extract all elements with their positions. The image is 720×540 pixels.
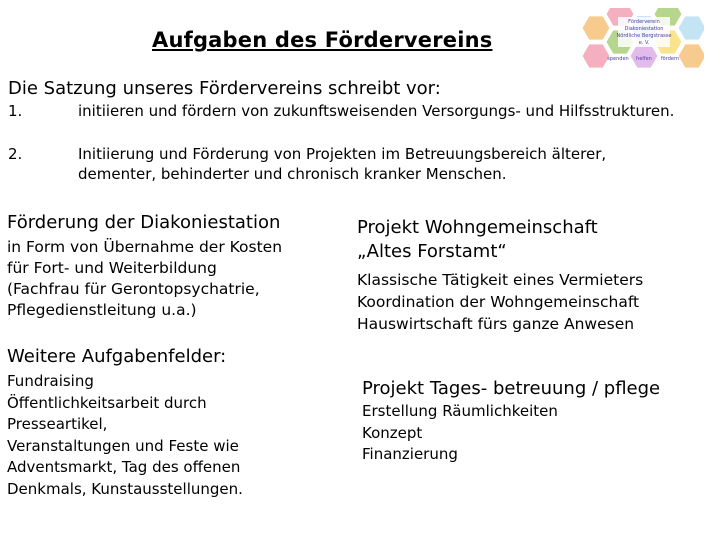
section-heading bbox=[357, 216, 643, 264]
text-line: Fundraising bbox=[7, 372, 94, 390]
text-line: Finanzierung bbox=[362, 445, 458, 463]
intro-text: Die Satzung unseres Fördervereins schreibt vor: bbox=[8, 78, 441, 99]
section-body bbox=[357, 269, 643, 335]
heading-line: „Altes Forstamt“ bbox=[357, 241, 507, 262]
section-wohngemeinschaft bbox=[357, 216, 643, 335]
goal-number-2: 2. bbox=[8, 145, 23, 163]
text-line: Hauswirtschaft fürs ganze Anwesen bbox=[357, 315, 635, 333]
text-line: Pflegedienstleitung u.a.) bbox=[7, 301, 197, 319]
association-logo bbox=[580, 8, 704, 76]
logo-hexagon bbox=[678, 44, 704, 68]
section-body bbox=[7, 237, 282, 321]
logo-hexagon bbox=[582, 16, 610, 40]
section-heading: Weitere Aufgabenfelder: bbox=[7, 346, 227, 367]
text-line: (Fachfrau für Gerontopsychatrie, bbox=[7, 280, 260, 298]
text-line: Veranstaltungen und Feste wie bbox=[7, 436, 239, 455]
section-diakoniestation bbox=[7, 212, 282, 321]
text-line: Konzept bbox=[362, 423, 423, 442]
section-heading: Förderung der Diakoniestation bbox=[7, 212, 281, 233]
page-title: Aufgaben des Fördervereins bbox=[152, 28, 493, 52]
text-line: für Fort- und Weiterbildung bbox=[7, 259, 217, 277]
logo-tag-1: spenden bbox=[607, 56, 629, 62]
text-line: in Form von Übernahme der Kosten bbox=[7, 238, 283, 256]
text-line: Klassische Tätigkeit eines Vermieters bbox=[357, 271, 644, 289]
section-body bbox=[362, 401, 660, 466]
goal-text-1: initiieren und fördern von zukunftsweisenden Versorgungs- und Hilfsstrukturen. bbox=[78, 102, 675, 120]
logo-line-4: e. V. bbox=[638, 40, 650, 46]
text-line: Presseartikel, bbox=[7, 415, 108, 433]
goal-text-2: Initiierung und Förderung von Projekten im Betreuungsbereich älterer, dementer, behinderter und chronisch kranker Menschen. bbox=[78, 145, 607, 183]
logo-line-2: Diakoniestation bbox=[624, 26, 664, 32]
text-line: Öffentlichkeitsarbeit durch bbox=[7, 393, 207, 412]
text-line: Adventsmarkt, Tag des offenen bbox=[7, 458, 241, 476]
logo-hexagon bbox=[582, 44, 610, 68]
logo-hexagon bbox=[678, 16, 704, 40]
text-line: Denkmals, Kunstausstellungen. bbox=[7, 479, 243, 498]
hexagon-logo-graphic bbox=[580, 8, 704, 76]
heading-line: Projekt Wohngemeinschaft bbox=[357, 217, 598, 238]
section-weitere-aufgaben bbox=[7, 346, 243, 500]
logo-line-1: Förderverein bbox=[628, 19, 660, 25]
text-line: Koordination der Wohngemeinschaft bbox=[357, 293, 640, 311]
text-line: Erstellung Räumlichkeiten bbox=[362, 402, 558, 420]
logo-line-3: Nördliche Bergstrasse bbox=[616, 33, 672, 39]
goal-number-1: 1. bbox=[8, 102, 23, 120]
logo-tag-3: fördern bbox=[660, 56, 680, 62]
logo-tag-2: helfen bbox=[636, 56, 652, 62]
section-body bbox=[7, 371, 243, 500]
section-heading: Projekt Tages- betreuung / pflege bbox=[362, 378, 661, 399]
section-tagespflege bbox=[362, 378, 660, 466]
